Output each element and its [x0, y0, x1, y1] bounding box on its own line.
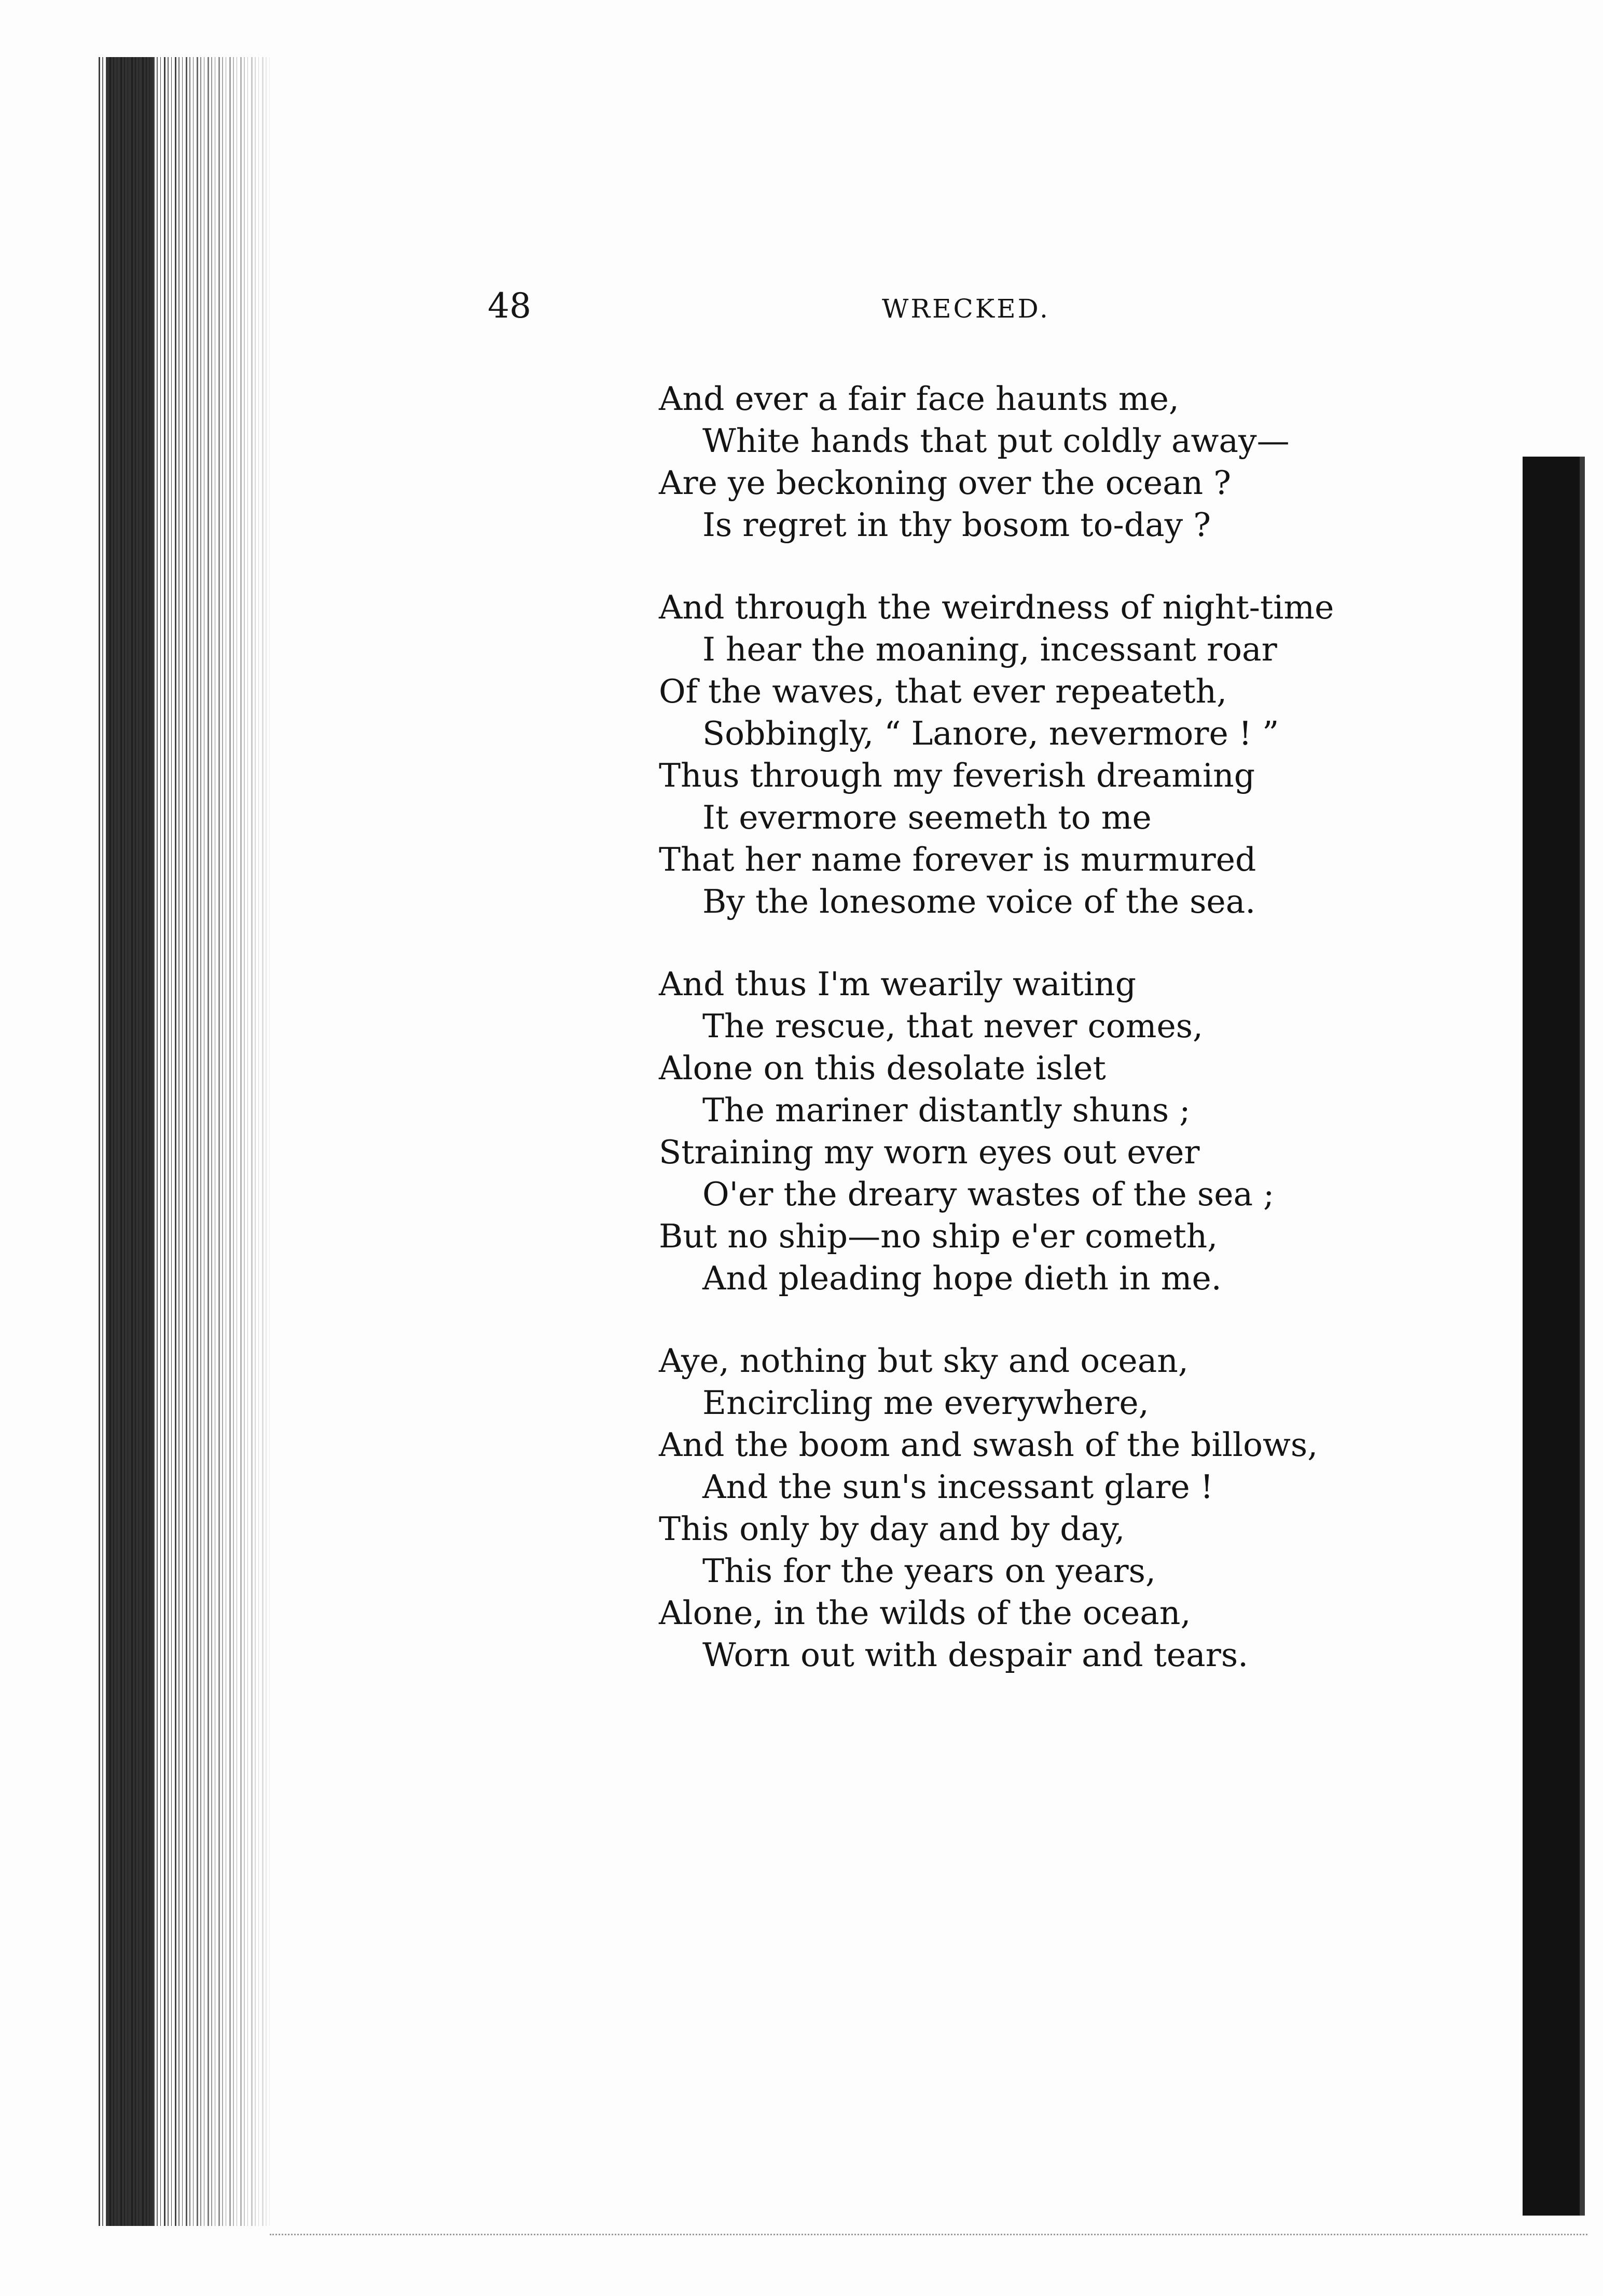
poem-line: And pleading hope dieth in me.	[702, 1259, 1222, 1297]
stanza	[659, 1340, 1411, 1676]
poem-line: Are ye beckoning over the ocean ?	[659, 464, 1232, 502]
scan-edge-right	[1523, 457, 1580, 2216]
poem-line: This only by day and by day,	[659, 1510, 1125, 1548]
poem-line: And the boom and swash of the billows,	[659, 1426, 1318, 1464]
running-head-title: WRECKED.	[882, 294, 1050, 324]
poem-line: The rescue, that never comes,	[702, 1007, 1204, 1045]
poem-line: And thus I'm wearily waiting	[659, 965, 1137, 1003]
page-number: 48	[488, 286, 531, 326]
scan-edge-right-rim	[1580, 457, 1585, 2216]
poem-line: White hands that put coldly away—	[702, 422, 1290, 460]
stanza	[659, 378, 1411, 546]
poem-line: Thus through my feverish dreaming	[659, 757, 1255, 794]
poem-body	[659, 378, 1411, 1716]
poem-line: Alone on this desolate islet	[659, 1049, 1106, 1087]
poem-line: This for the years on years,	[702, 1552, 1156, 1590]
poem-line: Encircling me everywhere,	[702, 1384, 1149, 1422]
poem-line: Is regret in thy bosom to-day ?	[702, 506, 1211, 544]
binding-shadow-dark-strip	[106, 57, 153, 2226]
poem-line: The mariner distantly shuns ;	[702, 1091, 1191, 1129]
poem-line: It evermore seemeth to me	[702, 799, 1152, 836]
poem-line: And the sun's incessant glare !	[702, 1468, 1213, 1506]
poem-line: Of the waves, that ever repeateth,	[659, 672, 1227, 710]
poem-line: And ever a fair face haunts me,	[659, 380, 1179, 418]
stanza	[659, 963, 1411, 1299]
poem-line: Sobbingly, “ Lanore, nevermore ! ”	[702, 714, 1279, 752]
poem-line: By the lonesome voice of the sea.	[702, 883, 1256, 920]
poem-line: Worn out with despair and tears.	[702, 1636, 1249, 1674]
poem-line: But no ship—no ship e'er cometh,	[659, 1217, 1218, 1255]
scan-edge-bottom	[270, 2234, 1587, 2237]
poem-line: And through the weirdness of night-time	[659, 588, 1334, 626]
poem-line: That her name forever is murmured	[659, 841, 1256, 878]
poem-line: O'er the dreary wastes of the sea ;	[702, 1175, 1275, 1213]
poem-line: Aye, nothing but sky and ocean,	[659, 1342, 1189, 1380]
poem-line: Alone, in the wilds of the ocean,	[659, 1594, 1191, 1632]
binding-shadow-fade	[171, 57, 275, 2226]
poem-line: I hear the moaning, incessant roar	[702, 630, 1277, 668]
page-header	[488, 285, 1110, 327]
stanza	[659, 586, 1411, 923]
poem-line: Straining my worn eyes out ever	[659, 1133, 1200, 1171]
